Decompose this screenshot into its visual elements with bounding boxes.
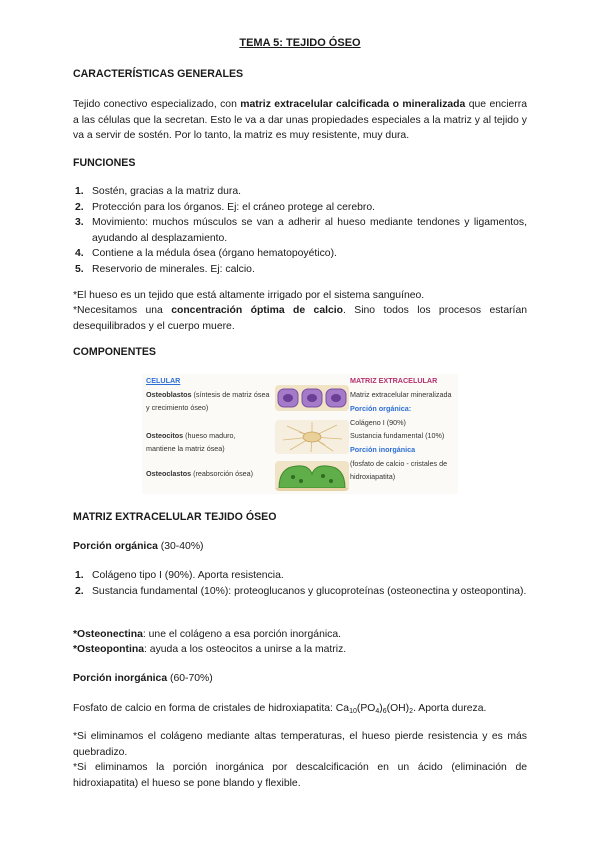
subscript: 10 [349, 708, 357, 715]
text-span: (hueso maduro, [183, 431, 236, 440]
bold-span: *Osteonectina [73, 629, 143, 640]
text-span: *Necesitamos una [73, 305, 172, 316]
list-item [73, 215, 527, 246]
text-span: (reabsorción ósea) [191, 469, 254, 478]
text-span: . Aporta dureza. [413, 703, 487, 714]
heading-caracteristicas: CARACTERÍSTICAS GENERALES [73, 68, 244, 80]
list-item [73, 262, 527, 278]
list-number: 5. [75, 263, 84, 275]
text-span: (PO [356, 703, 376, 714]
funciones-list [73, 184, 527, 277]
osteoblast-cells-image [275, 385, 349, 411]
heading-componentes: COMPONENTES [73, 346, 156, 358]
heading-organica [73, 539, 527, 555]
heading-matriz: MATRIZ EXTRACELULAR TEJIDO ÓSEO [73, 511, 277, 523]
list-item [73, 246, 527, 262]
figure-osteocitos-line1 [146, 431, 236, 440]
list-text: Contiene a la médula ósea (órgano hematopoyético). [92, 248, 337, 259]
bold-span: matriz extracelular calcificada o mineralizada [240, 99, 466, 110]
list-text: Sustancia fundamental (10%): proteoglucanos y glucoproteínas (osteonectina y osteopontina). [92, 585, 527, 597]
figure-celular-title: CELULAR [146, 376, 181, 385]
text-span: ) [379, 703, 383, 714]
bold-span: Porción inorgánica [73, 673, 168, 684]
list-number: 1. [75, 186, 84, 197]
text-span: : ayuda a los osteocitos a unirse a la matriz. [144, 644, 347, 655]
bold-span: Osteoblastos [146, 390, 192, 399]
heading-funciones: FUNCIONES [73, 157, 136, 169]
text-span: (OH) [386, 703, 410, 714]
list-number: 2. [75, 585, 84, 597]
list-number: 2. [75, 201, 84, 213]
list-number: 4. [75, 248, 84, 259]
subscript: 6 [382, 708, 387, 715]
note-calcio [73, 303, 527, 334]
bold-span: concentración óptima de calcio [171, 305, 344, 316]
osteoclast-image [275, 461, 349, 491]
note-descalcificacion: *Si eliminamos la porción inorgánica por descalcificación en un ácido (eliminación de hidroxiapatita) el hueso se pone blando y flexible. [73, 762, 527, 789]
bold-span: Osteoclastos [146, 469, 192, 478]
list-item [73, 184, 527, 200]
note-colageno: *Si eliminamos el colágeno mediante altas temperaturas, el hueso pierde resistencia y es más quebradizo. [73, 731, 527, 758]
text-span: : une el colágeno a esa porción inorgánica. [142, 629, 342, 640]
list-text: Movimiento: muchos músculos se van a adherir al hueso mediante tendones y ligamentos, ayudando al desplazamiento. [92, 217, 527, 244]
figure-organica-title: Porción orgánica: [350, 404, 412, 413]
list-number: 1. [75, 570, 84, 581]
figure-colageno: Colágeno I (90%) [350, 418, 406, 427]
figure-fosfato: (fosfato de calcio - cristales de [350, 459, 448, 468]
subscript: 4 [375, 708, 380, 715]
figure-osteocitos-line2: mantiene la matriz ósea) [146, 444, 225, 453]
figure-matriz-sub: Matriz extracelular mineralizada [350, 390, 452, 399]
text-span: Fosfato de calcio en forma de cristales de hidroxiapatita: Ca [73, 703, 350, 714]
list-text: Colágeno tipo I (90%). Aporta resistencia. [92, 570, 284, 581]
formula-line [73, 701, 527, 720]
page-title: TEMA 5: TEJIDO ÓSEO [239, 37, 361, 49]
bold-span: *Osteopontina [73, 644, 145, 655]
text-span: (60-70%) [167, 673, 213, 684]
text-span: Tejido conectivo especializado, con [73, 99, 241, 110]
bold-span: Porción orgánica [73, 541, 158, 552]
figure-hidroxi: hidroxiapatita) [350, 472, 396, 481]
organica-list [73, 568, 527, 599]
list-text: Protección para los órganos. Ej: el cráneo protege al cerebro. [92, 201, 376, 213]
list-number: 3. [75, 217, 84, 228]
figure-matriz-title: MATRIZ EXTRACELULAR [350, 376, 438, 385]
list-item [73, 584, 527, 600]
text-span: (30-40%) [157, 541, 204, 552]
figure-inorganica-title: Porción inorgánica [350, 445, 416, 454]
bold-span: Osteocitos [146, 431, 184, 440]
list-item [73, 200, 527, 216]
paragraph-caracteristicas [73, 97, 527, 144]
subscript: 2 [409, 708, 414, 715]
note-irrigado: *El hueso es un tejido que está altamente irrigado por el sistema sanguíneo. [73, 290, 425, 301]
text-span: . Sino todos los procesos estarían desequilibrados y el cuerpo muere. [73, 305, 528, 332]
heading-inorganica [73, 671, 527, 687]
figure-osteoblastos-line1 [146, 390, 269, 399]
list-item [73, 568, 527, 584]
osteocyte-image [275, 420, 349, 454]
list-text: Reservorio de minerales. Ej: calcio. [92, 263, 255, 275]
text-span: (síntesis de matriz ósea [191, 390, 270, 399]
componentes-figure [142, 374, 458, 494]
text-span: que encierra a las células que la secretan. Esto le va a dar unas propiedades especiales a la matriz y al tejido y va a servir de sostén. Por lo tanto, la matriz es muy resistente, muy dura. [73, 99, 527, 141]
figure-osteoblastos-line2: y crecimiento óseo) [146, 403, 209, 412]
list-text: Sostén, gracias a la matriz dura. [92, 186, 242, 197]
note-osteopontina [73, 642, 527, 658]
figure-sustancia: Sustancia fundamental (10%) [350, 431, 445, 440]
note-osteonectina [73, 627, 527, 643]
figure-osteoclastos [146, 469, 253, 478]
